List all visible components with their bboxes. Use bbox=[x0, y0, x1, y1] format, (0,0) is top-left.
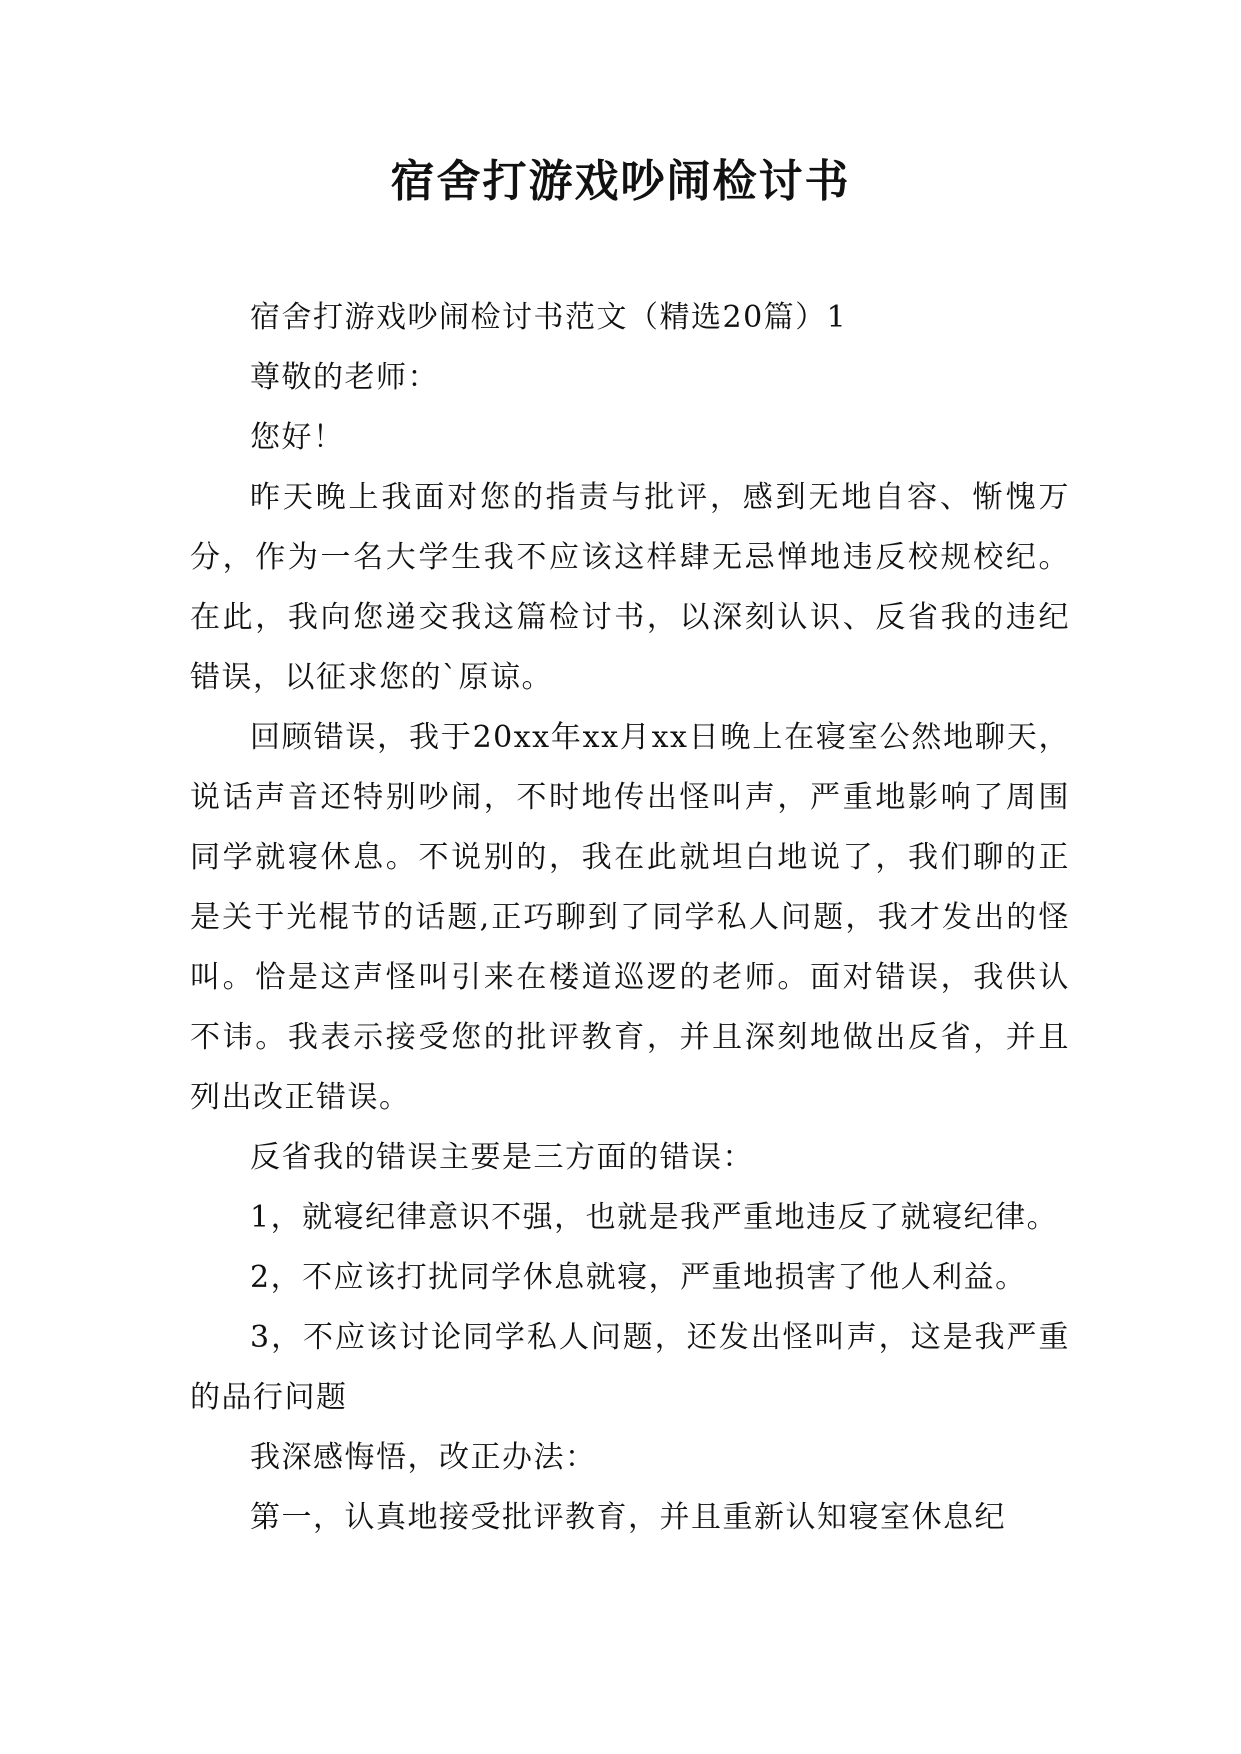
paragraph: 第一，认真地接受批评教育，并且重新认知寝室休息纪 bbox=[250, 1500, 1006, 1535]
document-body bbox=[190, 288, 1070, 1548]
paragraph-salutation: 尊敬的老师： bbox=[250, 360, 439, 395]
paragraph: 回顾错误，我于20xx年xx月xx日晚上在寝室公然地聊天，说话声音还特别吵闹，不时地传出怪叫声，严重地影响了周围同学就寝休息。不说别的，我在此就坦白地说了，我们聊的正是关于光棍节的话题,正巧聊到了同学私人问题，我才发出的怪叫。恰是这声怪叫引来在楼道巡逻的老师。面对错误，我供认不讳。我表示接受您的批评教育，并且深刻地做出反省，并且列出改正错误。 bbox=[190, 720, 1070, 1115]
list-item: 2，不应该打扰同学休息就寝，严重地损害了他人利益。 bbox=[250, 1260, 1027, 1295]
paragraph: 昨天晚上我面对您的指责与批评，感到无地自容、惭愧万分，作为一名大学生我不应该这样肆无忌惮地违反校规校纪。在此，我向您递交我这篇检讨书，以深刻认识、反省我的违纪错误，以征求您的`原谅。 bbox=[190, 480, 1070, 695]
document-title: 宿舍打游戏吵闹检讨书 bbox=[390, 156, 851, 207]
paragraph-greeting: 您好！ bbox=[250, 420, 345, 455]
paragraph-heading: 宿舍打游戏吵闹检讨书范文（精选20篇）1 bbox=[250, 300, 848, 335]
list-item: 1，就寝纪律意识不强，也就是我严重地违反了就寝纪律。 bbox=[250, 1200, 1059, 1235]
paragraph: 我深感悔悟，改正办法： bbox=[250, 1440, 597, 1475]
paragraph: 反省我的错误主要是三方面的错误： bbox=[250, 1140, 754, 1175]
list-item: 3，不应该讨论同学私人问题，还发出怪叫声，这是我严重的品行问题 bbox=[190, 1320, 1070, 1415]
